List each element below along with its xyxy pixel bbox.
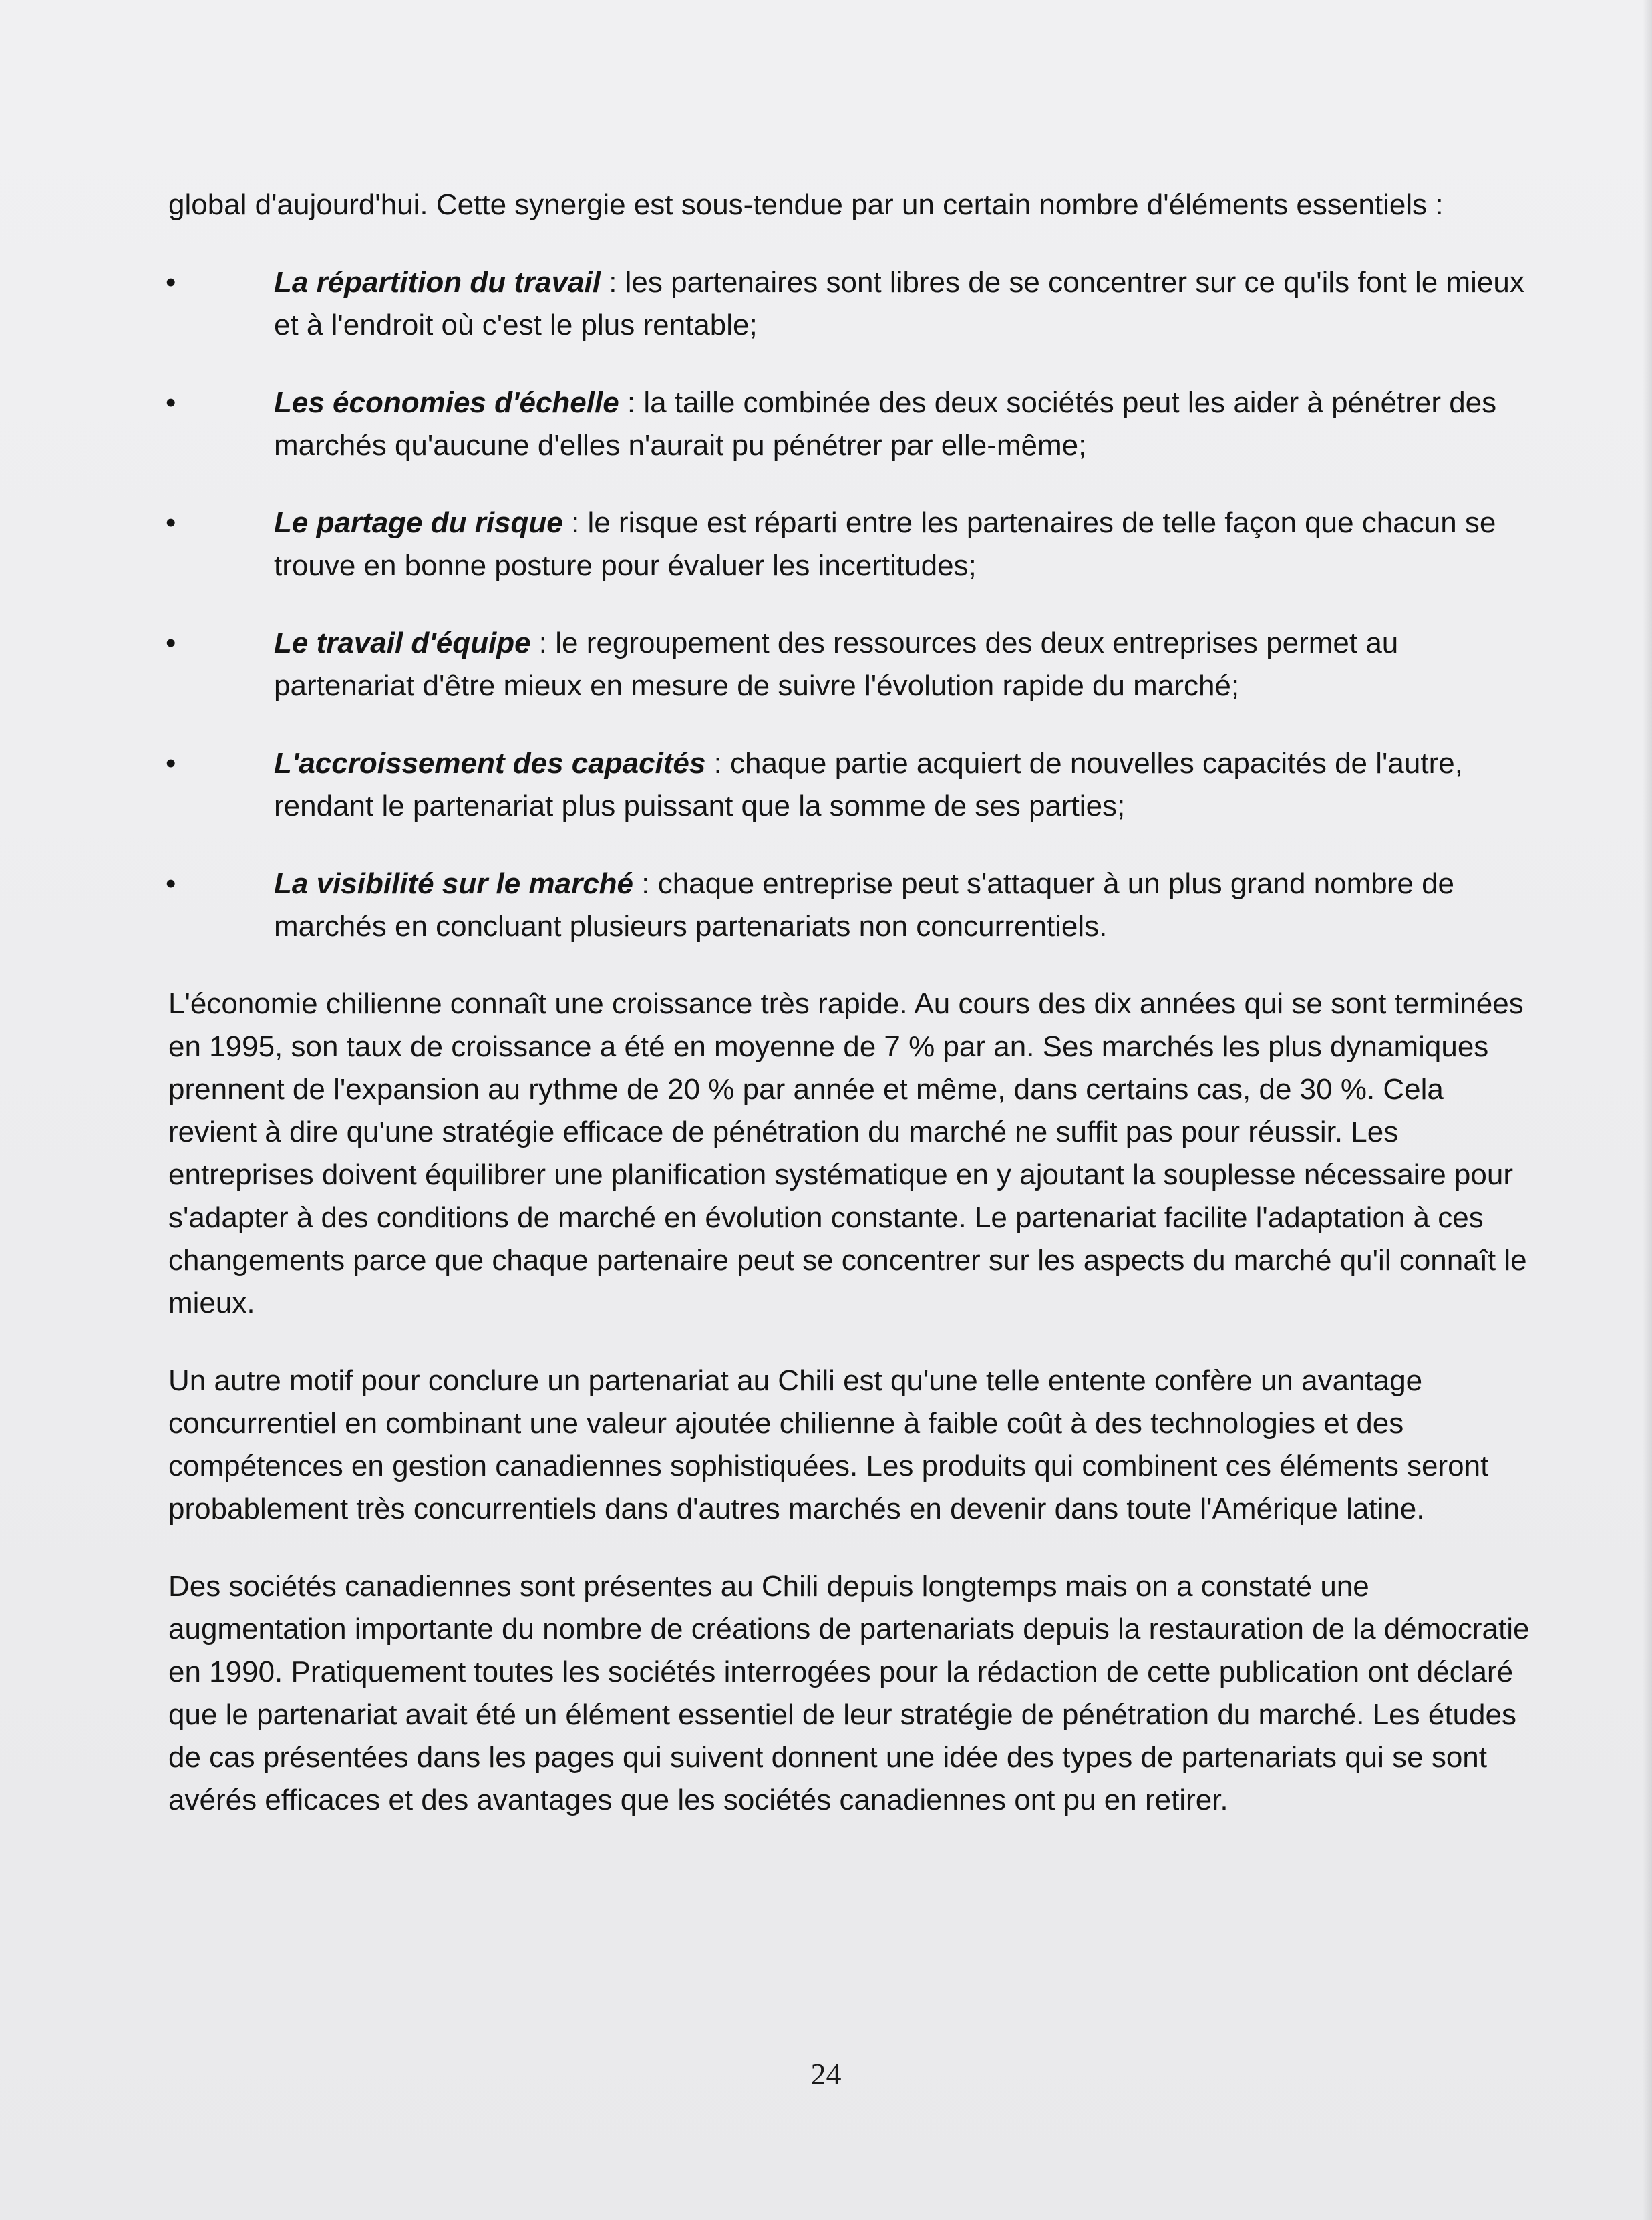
page-number: 24 — [810, 2057, 842, 2091]
bullet-term: Le partage du risque — [274, 506, 563, 539]
intro-paragraph: global d'aujourd'hui. Cette synergie est sous-tendue par un certain nombre d'éléments essentiels : — [168, 188, 1444, 221]
list-item — [168, 742, 1531, 828]
bullet-text: : le regroupement des ressources des deux entreprises permet au partenariat d'être mieux en mesure de suivre l'évolution rapide du marché; — [274, 627, 1399, 702]
bullet-text: : la taille combinée des deux sociétés peut les aider à pénétrer des marchés qu'aucune d'elles n'aurait pu pénétrer par elle-même; — [274, 386, 1497, 462]
elements-list — [168, 261, 1531, 948]
bullet-term: La répartition du travail — [274, 266, 601, 299]
page-body — [168, 184, 1531, 1857]
bullet-term: Les économies d'échelle — [274, 386, 619, 419]
bullet-icon: • — [166, 627, 176, 659]
list-item — [168, 502, 1531, 587]
bullet-text: : les partenaires sont libres de se concentrer sur ce qu'ils font le mieux et à l'endroit où c'est le plus rentable; — [274, 266, 1524, 341]
page-edge-shadow — [1643, 0, 1652, 2220]
list-item — [168, 622, 1531, 707]
bullet-term: La visibilité sur le marché — [274, 867, 634, 900]
bullet-icon: • — [166, 867, 176, 900]
bullet-icon: • — [166, 747, 176, 780]
bullet-term: Le travail d'équipe — [274, 627, 531, 659]
bullet-text: : chaque partie acquiert de nouvelles capacités de l'autre, rendant le partenariat plus puissant que la somme de ses parties; — [274, 747, 1463, 822]
body-paragraph-growth: L'économie chilienne connaît une croissance très rapide. Au cours des dix années qui se sont terminées en 1995, son taux de croissance a été en moyenne de 7 % par an. Ses marchés les plus dynamiques prennent de l'expansion au rythme de 20 % par année et même, dans certains cas, de 30 %. Cela revient à dire qu'une stratégie efficace de pénétration du marché ne suffit pas pour réussir. Les entreprises doivent équilibrer une planification systématique en y ajoutant la souplesse nécessaire pour s'adapter à des conditions de marché en évolution constante. Le partenariat facilite l'adaptation à ces changements parce que chaque partenaire peut se concentrer sur les aspects du marché qu'il connaît le mieux. — [168, 987, 1527, 1319]
bullet-text: : le risque est réparti entre les partenaires de telle façon que chacun se trouve en bonne posture pour évaluer les incertitudes; — [274, 506, 1496, 582]
bullet-icon: • — [166, 506, 176, 539]
bullet-icon: • — [166, 266, 176, 299]
body-paragraph-history: Des sociétés canadiennes sont présentes au Chili depuis longtemps mais on a constaté une augmentation importante du nombre de créations de partenariats depuis la restauration de la démocratie en 1990. Pratiquement toutes les sociétés interrogées pour la rédaction de cette publication ont déclaré que le partenariat avait été un élément essentiel de leur stratégie de pénétration du marché. Les études de cas présentées dans les pages qui suivent donnent une idée des types de partenariats qui se sont avérés efficaces et des avantages que les sociétés canadiennes ont pu en retirer. — [168, 1570, 1530, 1816]
bullet-text: : chaque entreprise peut s'attaquer à un plus grand nombre de marchés en concluant plusieurs partenariats non concurrentiels. — [274, 867, 1455, 943]
bullet-icon: • — [166, 386, 176, 419]
body-paragraph-advantage: Un autre motif pour conclure un partenariat au Chili est qu'une telle entente confère un avantage concurrentiel en combinant une valeur ajoutée chilienne à faible coût à des technologies et des compétences en gestion canadiennes sophistiquées. Les produits qui combinent ces éléments seront probablement très concurrentiels dans d'autres marchés en devenir dans toute l'Amérique latine. — [168, 1364, 1489, 1525]
list-item — [168, 261, 1531, 347]
list-item — [168, 381, 1531, 467]
list-item — [168, 862, 1531, 948]
bullet-term: L'accroissement des capacités — [274, 747, 706, 780]
